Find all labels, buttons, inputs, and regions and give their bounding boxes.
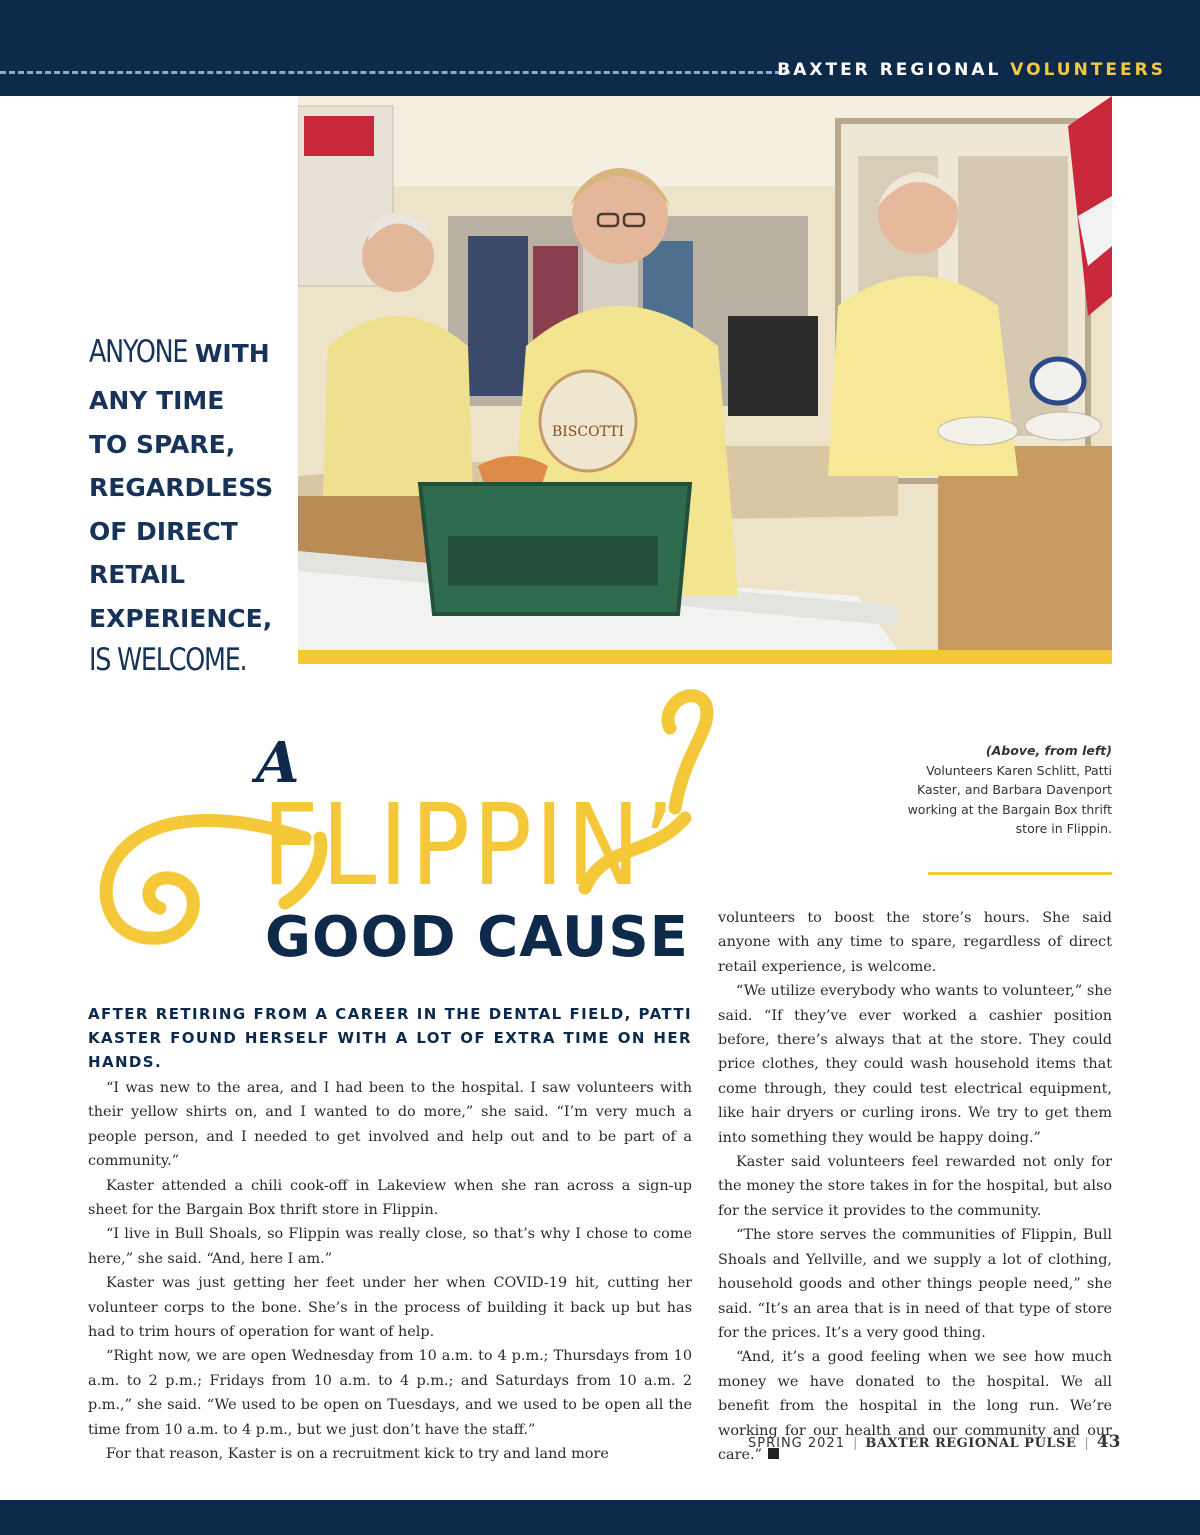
body-paragraph: For that reason, Kaster is on a recruitment kick to try and land more [106,1446,609,1463]
lede-paragraph: AFTER RETIRING FROM A CAREER IN THE DENTAL FIELD, PATTI KASTER FOUND HERSELF WITH A LOT OF EXTRA TIME ON HER HANDS. [88,1005,692,1071]
folio-divider: | [852,1436,858,1451]
pull-quote-closing: IS WELCOME. [89,642,247,678]
headline-word: FLIPPIN [262,781,643,911]
pull-quote [89,330,294,685]
headline-flippin [262,781,677,911]
magazine-name: BAXTER REGIONAL PULSE [865,1436,1077,1451]
body-paragraph: “I live in Bull Shoals, so Flippin was really close, so that’s why I chose to come here,” she said. “And, here I am.” [88,1226,692,1267]
body-paragraph: volunteers to boost the store’s hours. She said anyone with any time to spare, regardless of direct retail experience, is welcome. [718,910,1112,975]
jar-label: BISCOTTI [551,424,625,440]
pull-quote-line: TO SPARE, [89,429,236,459]
folio-divider: | [1084,1436,1089,1451]
section-prefix: BAXTER REGIONAL [777,60,1002,80]
headline-good-cause: GOOD CAUSE [265,905,689,970]
headline-apostrophe: ’ [642,781,677,911]
caption-body: Volunteers Karen Schlitt, Patti Kaster, and Barbara Davenport working at the Bargain Box thrift store in Flippin. [907,762,1112,836]
headline-article: A [256,730,300,796]
body-paragraph-final-text: “And, it’s a good feeling when we see how much money we have donated to the hospital. We all benefit from the hospital in the long run. We’re working for our health and our community and our care.” [718,1349,1112,1463]
volunteers-photo-illustration [298,96,1112,650]
bottom-banner [0,1500,1200,1535]
body-paragraph: Kaster attended a chili cook-off in Lakeview when she ran across a sign-up sheet for the Bargain Box thrift store in Flippin. [88,1177,692,1219]
pull-quote-line: RETAIL [89,560,186,589]
body-paragraph: “Right now, we are open Wednesday from 10 a.m. to 4 p.m.; Thursdays from 10 a.m. to 2 p.m.; Fridays from 10 a.m. to 4 p.m.; and Saturdays from 10 a.m. 2 p.m.,” she said. “We used to be open on Tuesdays, and we used to be open all the time from 10 a.m. to 4 p.m., but we just don’t have the staff.” [88,1348,692,1438]
issue-season: SPRING 2021 [748,1436,845,1451]
pull-quote-line: ANY TIME [89,386,225,415]
pull-quote-line: REGARDLESS [89,473,274,502]
caption-rule [928,872,1112,875]
photo-gold-rule [298,650,1112,664]
body-paragraph: Kaster was just getting her feet under her when COVID-19 hit, cutting her volunteer corps to the bone. She’s in the process of building it back up but has had to trim hours of operation for want of help. [88,1275,692,1341]
pull-quote-line: OF DIRECT [89,516,238,546]
page-folio [748,1432,1121,1452]
body-paragraph: “I was new to the area, and I had been to the hospital. I saw volunteers with their yellow shirts on, and I wanted to do more,” she said. “I’m very much a people person, and I needed to get involved and help out and to be part of a community.” [88,1080,692,1170]
caption-heading: (Above, from left) [985,743,1112,758]
photo-caption [900,741,1112,839]
body-paragraph: “The store serves the communities of Flippin, Bull Shoals and Yellville, and we supply a lot of clothing, household goods and other things people need,” she said. “It’s an area that is in need of that type of store for the prices. It’s a very good thing. [718,1227,1112,1341]
pull-quote-line: EXPERIENCE, [89,603,273,633]
volunteers-photo [298,96,1112,650]
top-banner [0,0,1200,96]
body-column-right [718,906,1112,1467]
section-accent: VOLUNTEERS [1010,60,1166,80]
page-number: 43 [1096,1432,1121,1452]
body-paragraph: Kaster said volunteers feel rewarded not only for the money the store takes in for the hospital, but also for the service it provides to the community. [718,1154,1112,1219]
section-label [777,60,1166,80]
body-paragraph: “We utilize everybody who wants to volunteer,” she said. “If they’ve ever worked a cashier position before, there’s always that at the store. They could price clothes, they could wash household items that come through, they could test electrical equipment, like hair dryers or curling irons. We try to get them into something they would be happy doing.” [718,983,1112,1146]
pull-quote-bold-word: WITH [194,339,270,368]
dashed-rule [0,71,790,74]
body-column-left [88,1076,692,1467]
pull-quote-light-word: ANYONE [89,334,188,370]
